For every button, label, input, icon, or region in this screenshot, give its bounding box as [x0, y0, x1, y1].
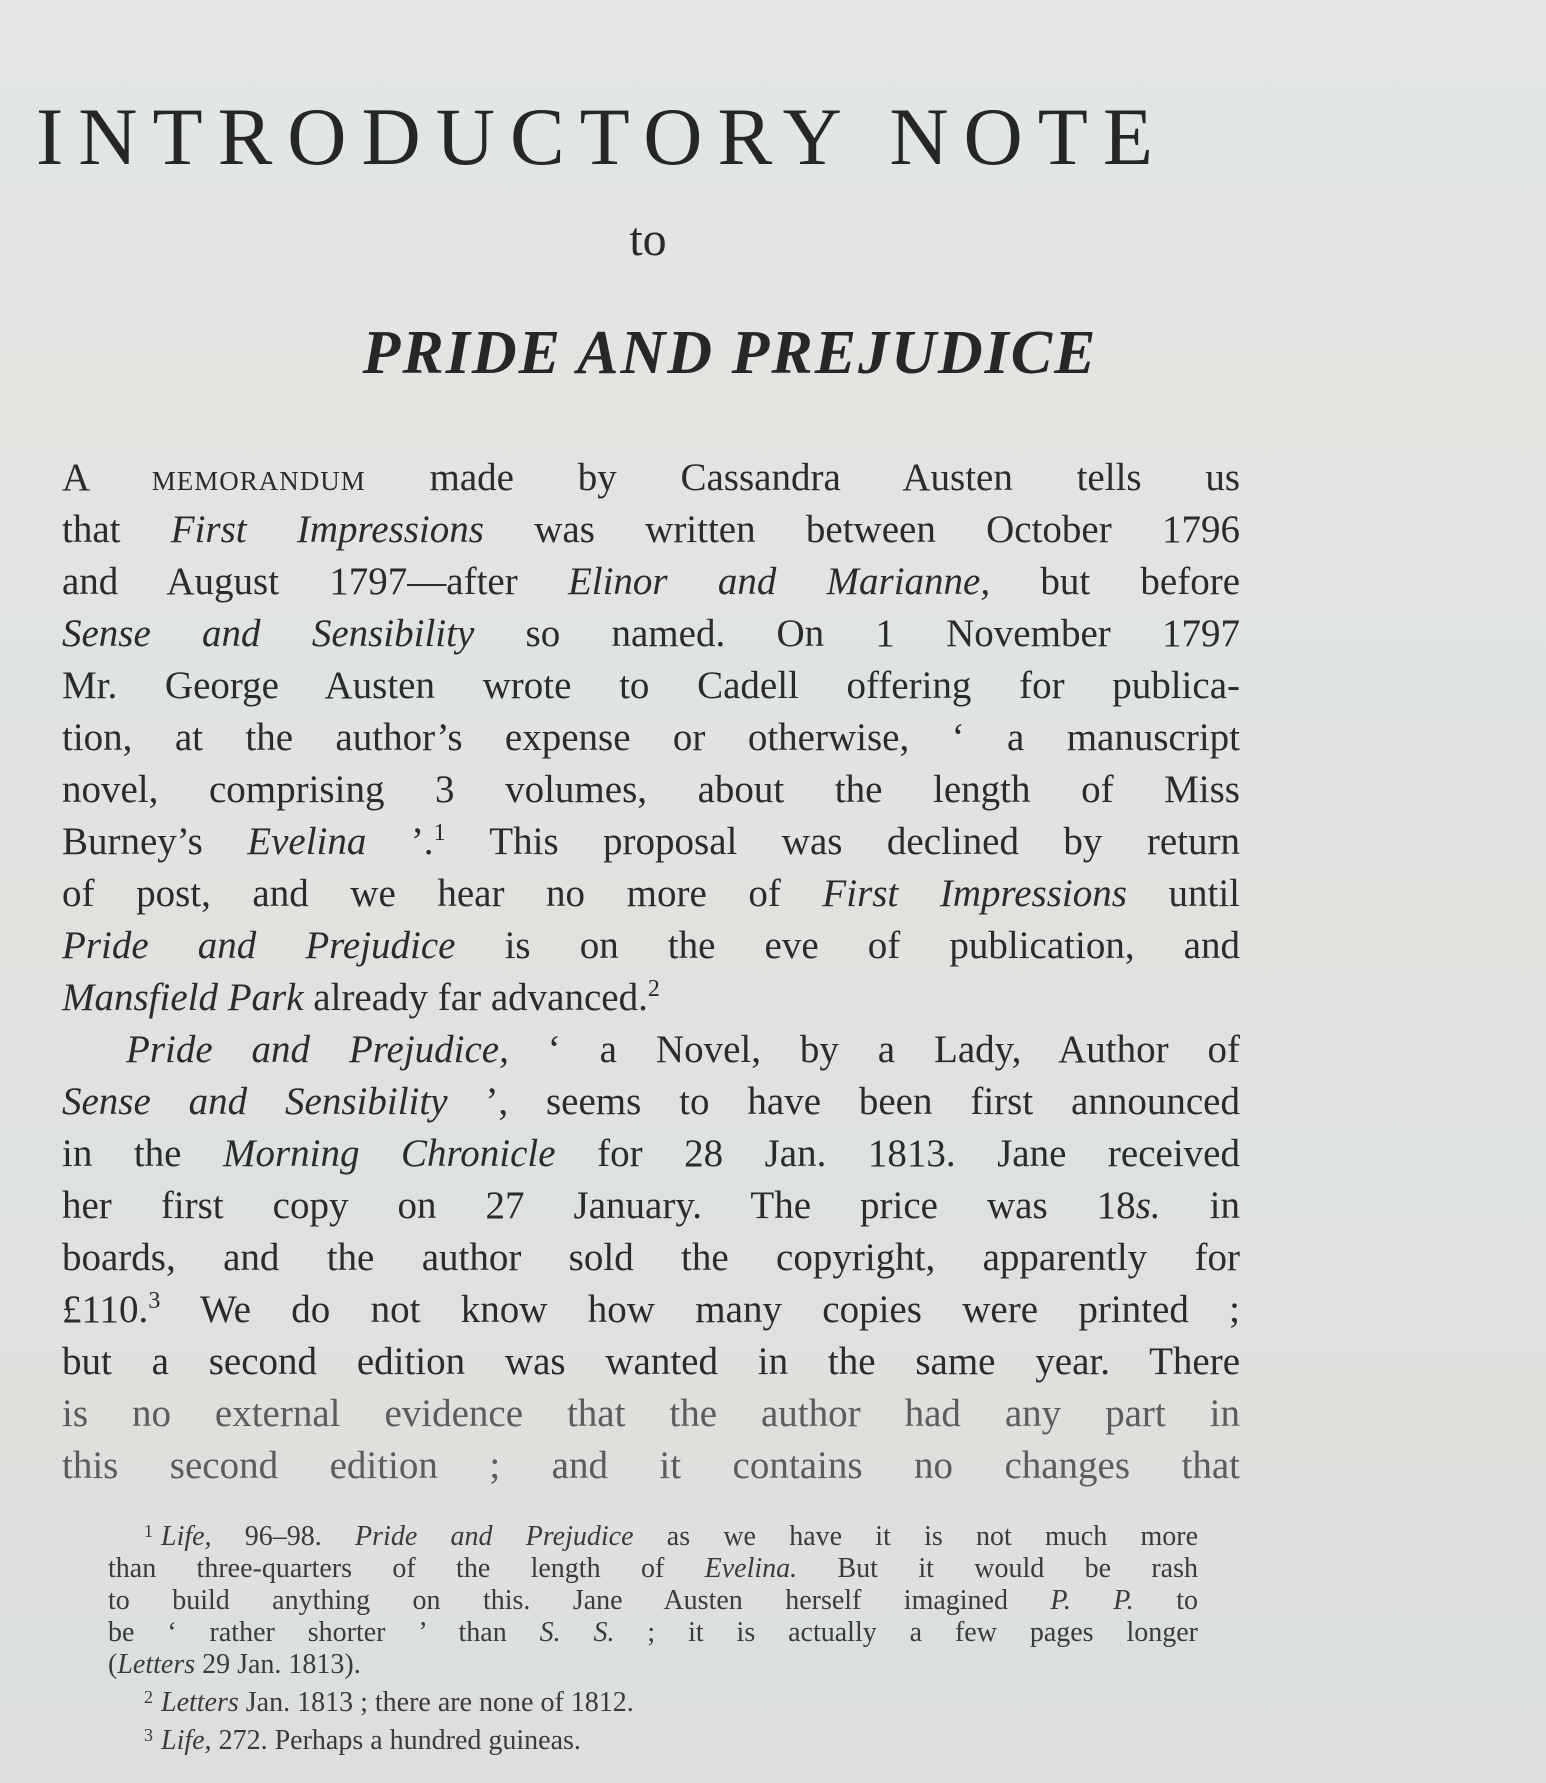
- footnote-line: than three-quarters of the length of Evelina. But it would be rash: [108, 1553, 1199, 1584]
- book-title: PRIDE AND PREJUDICE: [362, 319, 1098, 387]
- text-line: that First Impressions was written between October 1796: [62, 508, 1240, 551]
- text-line: Pride and Prejudice is on the eve of publication, and: [62, 924, 1240, 967]
- text-line: Burney’s Evelina ’.$^1$ This proposal was declined by return: [62, 820, 1240, 863]
- footnote-ref: 1: [433, 820, 446, 846]
- text-line: her first copy on 27 January. The price was 18s. in: [62, 1184, 1240, 1227]
- footnote-line: to build anything on this. Jane Austen herself imagined P. P. to: [108, 1585, 1199, 1616]
- text-line: tion, at the author’s expense or otherwise, ‘ a manuscript: [62, 716, 1240, 759]
- footnote-line: $^2$ Letters Jan. 1813 ; there are none of 1812.: [144, 1687, 634, 1718]
- paragraph-2: [62, 1024, 1240, 1492]
- body-text: [62, 452, 1240, 1492]
- text-line: but a second edition was wanted in the same year. There: [62, 1340, 1240, 1383]
- footnote-ref: 2: [647, 976, 660, 1002]
- footnote-3: [108, 1719, 1198, 1757]
- footnote-line: (Letters 29 Jan. 1813).: [108, 1649, 361, 1680]
- title-connector: to: [629, 213, 667, 266]
- text-line: of post, and we hear no more of First Impressions until: [62, 872, 1240, 915]
- text-line: Sense and Sensibility so named. On 1 November 1797: [62, 612, 1240, 655]
- text-line: boards, and the author sold the copyright, apparently for: [62, 1236, 1240, 1279]
- footnote-line: $^3$ Life, 272. Perhaps a hundred guineas.: [144, 1725, 581, 1756]
- footnote-line: $^1$ Life, 96–98. Pride and Prejudice as we have it is not much more: [144, 1521, 1198, 1552]
- paragraph-1: [62, 452, 1240, 1024]
- text-line: Mr. George Austen wrote to Cadell offering for publica-: [62, 664, 1240, 707]
- text-line: Sense and Sensibility ’, seems to have been first announced: [62, 1080, 1240, 1123]
- text-line: in the Morning Chronicle for 28 Jan. 1813. Jane received: [62, 1132, 1240, 1175]
- text-line: Mansfield Park already far advanced.$^2$: [62, 976, 660, 1019]
- text-line: is no external evidence that the author had any part in: [62, 1392, 1240, 1435]
- text-line: A memorandum made by Cassandra Austen tells us: [62, 456, 1241, 499]
- page-title: INTRODUCTORY NOTE: [36, 91, 1168, 182]
- text-line: £110.$^3$ We do not know how many copies were printed ;: [62, 1288, 1240, 1331]
- footnotes: [108, 1515, 1198, 1757]
- text-line: and August 1797—after Elinor and Marianne, but before: [62, 560, 1241, 603]
- text-line: this second edition ; and it contains no changes that: [62, 1444, 1240, 1487]
- footnote-2: [108, 1681, 1198, 1719]
- footnote-1: [108, 1515, 1198, 1681]
- text-line: novel, comprising 3 volumes, about the length of Miss: [62, 768, 1240, 811]
- footnote-line: be ‘ rather shorter ’ than S. S. ; it is actually a few pages longer: [108, 1617, 1198, 1648]
- footnote-ref: 3: [148, 1288, 161, 1314]
- text-line: Pride and Prejudice, ‘ a Novel, by a Lady, Author of: [126, 1028, 1240, 1071]
